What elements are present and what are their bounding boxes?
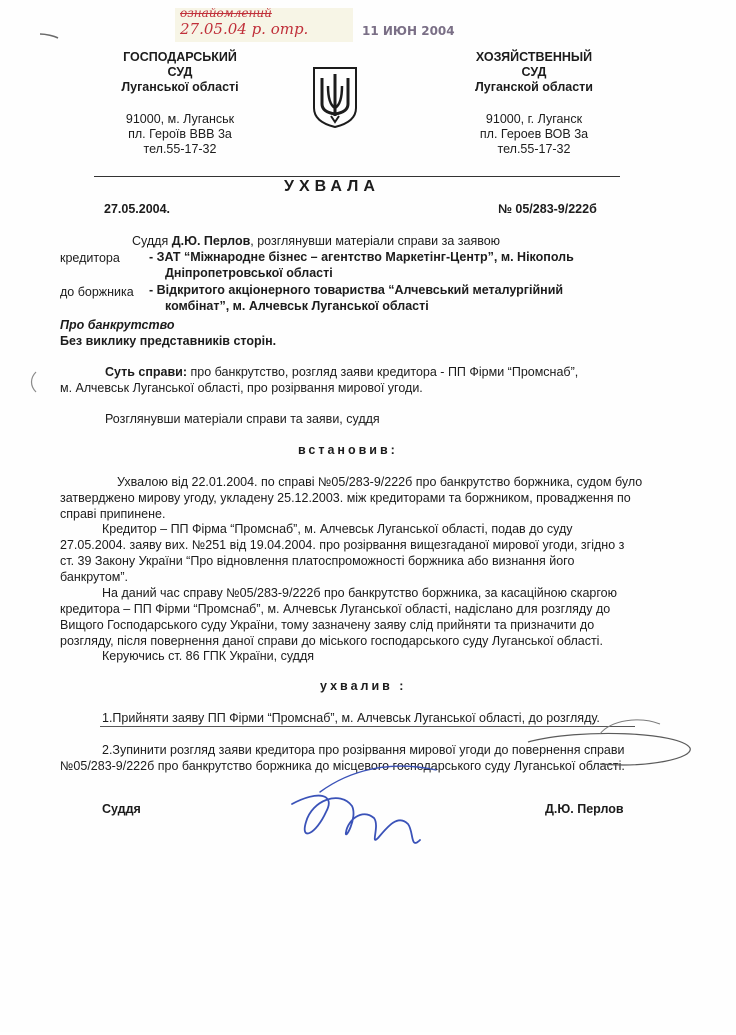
guided-line: Керуючись ст. 86 ГПК України, суддя (102, 649, 315, 663)
para1-line2: затверджено мирову угоду, укладену 25.12.2003. між кредиторами та боржником, провадження по (60, 491, 631, 505)
judge-name: Д.Ю. Перлов (171, 234, 251, 248)
debtor-line2: комбінат”, м. Алчевськ Луганської області (165, 299, 429, 313)
para1-line1: Ухвалою від 22.01.2004. по справі №05/283-9/222б про банкрутство боржника, судом було (117, 475, 643, 489)
case-number: № 05/283-9/222б (498, 202, 597, 216)
header-divider (94, 176, 620, 177)
header-right-org (434, 50, 634, 95)
decision1-underline (100, 726, 635, 727)
doc-date: 27.05.2004. (104, 202, 171, 216)
trident-emblem-icon (310, 64, 360, 130)
header-right-address (434, 112, 634, 157)
para1-line3: справі припинене. (60, 507, 166, 521)
signature-name: Д.Ю. Перлов (545, 802, 624, 816)
para3-line2: кредитора – ПП Фірми “Промснаб”, м. Алчевськ Луганської області, надіслано для розгляду до (60, 602, 611, 616)
header-right-line1: ХОЗЯЙСТВЕННЫЙ (475, 50, 593, 64)
para3-line3: Вищого Господарського суду України, тому зазначену заяву слід прийняти та призначити до (60, 618, 595, 632)
handwritten-note-1: ознайомлений (180, 6, 272, 20)
essence-label: Суть справи: (105, 365, 188, 379)
decision2-line1: 2.Зупинити розгляд заяви кредитора про розірвання мирової угоди до повернення справи (102, 743, 625, 757)
creditor-label: кредитора (60, 251, 120, 265)
header-left-line1: ГОСПОДАРСЬКИЙ (123, 50, 237, 64)
creditor-line2: Дніпропетровської області (165, 266, 333, 280)
header-right-line2: СУД (521, 65, 547, 79)
para2-line4: банкрутом”. (60, 570, 129, 584)
essence-text: про банкрутство, розгляд заяви кредитора - ПП Фірми “Промснаб”, (187, 365, 579, 379)
intro-rest: , розглянувши матеріали справи за заявою (250, 234, 501, 248)
intro-line (132, 233, 500, 249)
para2-line3: ст. 39 Закону України “Про відновлення платоспроможності боржника або визнання його (60, 554, 575, 568)
essence-line2: м. Алчевськ Луганської області, про розірвання мирової угоди. (60, 381, 423, 395)
para3-line1: На даний час справу №05/283-9/222б про банкрутство боржника, за касаційною скаргою (102, 586, 617, 600)
creditor-line1: - ЗАТ “Міжнародне бізнес – агентство Маркетінг-Центр”, м. Нікополь (149, 250, 574, 264)
subject: Про банкрутство (60, 318, 175, 332)
para2-line1: Кредитор – ПП Фірма “Промснаб”, м. Алчевськ Луганської області, подав до суду (102, 522, 573, 536)
header-left-line2: СУД (167, 65, 193, 79)
header-left-address (80, 112, 280, 157)
header-right-addr3: тел.55-17-32 (497, 142, 571, 156)
intro-prefix: Суддя (132, 234, 172, 248)
established-heading: встановив: (298, 443, 398, 457)
ruled-heading: ухвалив : (320, 679, 407, 693)
header-left-line3: Луганської області (121, 80, 239, 94)
header-left-org (80, 50, 280, 95)
no-parties: Без виклику представників сторін. (60, 334, 277, 348)
stamp-date: 11 ИЮН 2004 (362, 24, 455, 38)
para3-line4: розгляду, після повернення даної справи до міського господарського суду Луганської області. (60, 634, 603, 648)
handwritten-note-2: 27.05.04 р. отр. (180, 20, 309, 38)
decision2-line2: №05/283-9/222б про банкрутство боржника до місцевого господарського суду Луганської області. (60, 759, 625, 773)
reviewed-line: Розглянувши матеріали справи та заяви, суддя (105, 412, 380, 426)
essence-line1 (105, 364, 578, 380)
debtor-line1: - Відкритого акціонерного товариства “Алчевський металургійний (149, 283, 564, 297)
debtor-label: до боржника (60, 285, 134, 299)
para2-line2: 27.05.2004. заяву вих. №251 від 19.04.2004. про розірвання вищезгаданої мирової угоди, згідно з (60, 538, 625, 552)
header-left-addr2: пл. Героїв ВВВ 3а (128, 127, 232, 141)
header-left-addr3: тел.55-17-32 (143, 142, 217, 156)
signature-label: Суддя (102, 802, 141, 816)
decision1: 1.Прийняти заяву ПП Фірми “Промснаб”, м. Алчевськ Луганської області, до розгляду. (102, 711, 600, 725)
doc-title: УХВАЛА (284, 178, 380, 195)
header-right-addr1: 91000, г. Луганск (485, 112, 583, 126)
header-right-line3: Луганской области (475, 80, 593, 94)
header-left-addr1: 91000, м. Луганськ (125, 112, 235, 126)
header-right-addr2: пл. Героев ВОВ 3а (479, 127, 589, 141)
